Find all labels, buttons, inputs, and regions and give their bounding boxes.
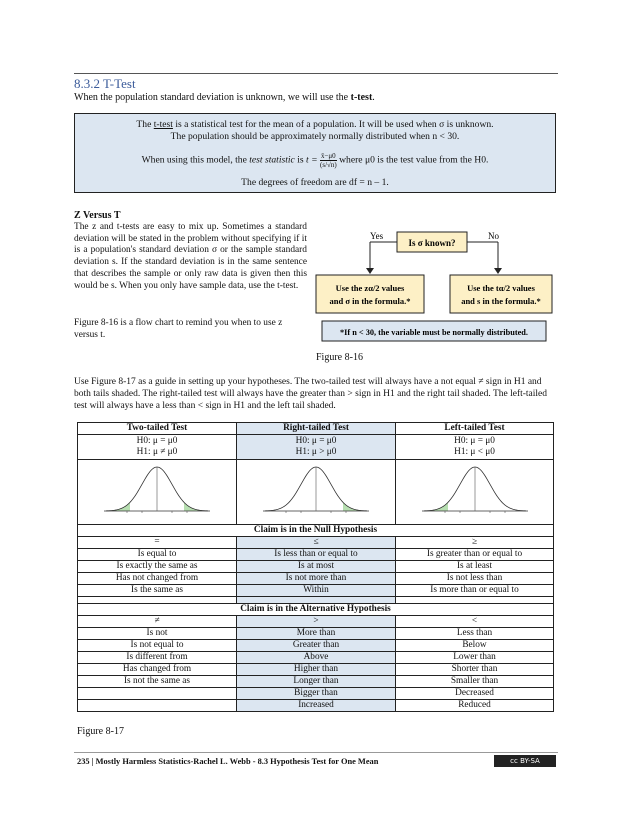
alt-symbol-right: > bbox=[237, 616, 396, 628]
no-arrow bbox=[494, 268, 502, 274]
t-box bbox=[450, 275, 552, 313]
question-text: Is σ known? bbox=[408, 238, 456, 248]
cc-license-badge[interactable]: cc BY-SA bbox=[494, 755, 556, 767]
no-label: No bbox=[488, 231, 499, 241]
alt-symbol-left: < bbox=[396, 616, 554, 628]
note-text: *If n < 30, the variable must be normally distributed. bbox=[340, 328, 528, 337]
page-footer: 235 | Mostly Harmless Statistics-Rachel L. Webb - 8.3 Hypothesis Test for One Mean bbox=[77, 757, 379, 766]
test-statistic-line: When using this model, the test statistic is t = $\frac{x̄-\mu 0}{(s/√n)}$ where μ0 is the test value from the H0. bbox=[141, 152, 489, 169]
top-rule bbox=[74, 73, 558, 74]
t-box-line-2: and s in the formula.* bbox=[461, 296, 541, 306]
null-symbol-left: ≥ bbox=[396, 537, 554, 549]
alt-title-row bbox=[78, 604, 554, 616]
table-row: Is not the same as Longer than Smaller than bbox=[78, 676, 554, 688]
table-row: Is not More than Less than bbox=[78, 628, 554, 640]
figure-8-16-caption: Figure 8-16 bbox=[316, 352, 363, 363]
hypothesis-table bbox=[77, 422, 554, 712]
hyp-two-tailed: H0: μ = μ0 H1: μ ≠ μ0 bbox=[78, 435, 237, 460]
section-intro: When the population standard deviation is unknown, we will use the t-test. bbox=[74, 92, 375, 103]
definition-line-1: The t-test is a statistical test for the mean of a population. It will be used when σ is unknown. bbox=[136, 119, 494, 130]
alt-hypothesis-title: Claim is in the Alternative Hypothesis bbox=[78, 604, 554, 616]
hyp-left-tailed: H0: μ = μ0 H1: μ < μ0 bbox=[396, 435, 554, 460]
table-row: Has changed from Higher than Shorter than bbox=[78, 664, 554, 676]
curve-left-tailed-cell bbox=[396, 460, 554, 525]
footer-rule bbox=[74, 752, 558, 753]
table-row: Is equal to Is less than or equal to Is greater than or equal to bbox=[78, 549, 554, 561]
z-box-line-2: and σ in the formula.* bbox=[329, 296, 411, 306]
null-symbols-row bbox=[78, 537, 554, 549]
hyp-right-tailed: H0: μ = μ0 H1: μ > μ0 bbox=[237, 435, 396, 460]
left-tailed-curve bbox=[420, 461, 530, 519]
t-test-link[interactable]: t-test bbox=[153, 119, 173, 130]
flowchart-figure-8-16 bbox=[312, 224, 556, 348]
curves-row bbox=[78, 460, 554, 525]
figure-8-17-caption: Figure 8-17 bbox=[77, 726, 124, 737]
hypotheses-row bbox=[78, 435, 554, 460]
z-box bbox=[316, 275, 424, 313]
null-title-row bbox=[78, 525, 554, 537]
definition-box bbox=[74, 113, 556, 193]
table-row: Is different from Above Lower than bbox=[78, 652, 554, 664]
alt-symbol-two: ≠ bbox=[78, 616, 237, 628]
header-left-tailed: Left-tailed Test bbox=[396, 423, 554, 435]
formula-fraction: $\frac{x̄-\mu 0}{(s/√n)}$ bbox=[319, 152, 337, 169]
z-vs-t-heading: Z Versus T bbox=[74, 210, 121, 221]
yes-label: Yes bbox=[370, 231, 384, 241]
header-right-tailed: Right-tailed Test bbox=[237, 423, 396, 435]
t-box-line-1: Use the tα/2 values bbox=[467, 283, 535, 293]
yes-arrow bbox=[366, 268, 374, 274]
header-two-tailed: Two-tailed Test bbox=[78, 423, 237, 435]
table-row: Has not changed from Is not more than Is not less than bbox=[78, 573, 554, 585]
table-row: Is exactly the same as Is at most Is at least bbox=[78, 561, 554, 573]
alt-symbols-row bbox=[78, 616, 554, 628]
degrees-of-freedom-line: The degrees of freedom are df = n – 1. bbox=[241, 177, 389, 188]
null-symbol-two: = bbox=[78, 537, 237, 549]
curve-right-tailed-cell bbox=[237, 460, 396, 525]
null-hypothesis-title: Claim is in the Null Hypothesis bbox=[78, 525, 554, 537]
hypothesis-guide-paragraph: Use Figure 8-17 as a guide in setting up your hypotheses. The two-tailed test will always have a not equal ≠ sign in H1 and both tails shaded. The right-tailed test will always have the greater than > sign in H1 and the right tail shaded. The left-tailed test will always have a less than < sign in H1 and the left tail shaded. bbox=[74, 377, 548, 411]
spacer-row bbox=[78, 597, 554, 604]
z-vs-t-paragraph-2: Figure 8-16 is a flow chart to remind you when to use z versus t. bbox=[74, 318, 283, 340]
table-row: Bigger than Decreased bbox=[78, 688, 554, 700]
table-row: Is not equal to Greater than Below bbox=[78, 640, 554, 652]
right-tailed-curve bbox=[261, 461, 371, 519]
definition-line-2: The population should be approximately normally distributed when n < 30. bbox=[170, 131, 460, 142]
formula-lhs: t = bbox=[306, 154, 318, 166]
table-row: Is the same as Within Is more than or equal to bbox=[78, 585, 554, 597]
table-header-row bbox=[78, 423, 554, 435]
z-vs-t-paragraph: The z and t-tests are easy to mix up. Sometimes a standard deviation will be stated in the problem without specifying if it is a population's standard deviation σ or the sample standard deviation s. If the standard deviation is in the same sentence that describes the sample or only raw data is given then this would be s. When you only have sample data, use the t-test. bbox=[74, 222, 307, 291]
two-tailed-curve bbox=[102, 461, 212, 519]
curve-two-tailed-cell bbox=[78, 460, 237, 525]
z-box-line-1: Use the zα/2 values bbox=[335, 283, 405, 293]
null-symbol-right: ≤ bbox=[237, 537, 396, 549]
section-title: 8.3.2 T-Test bbox=[74, 76, 136, 91]
table-row: Increased Reduced bbox=[78, 700, 554, 712]
